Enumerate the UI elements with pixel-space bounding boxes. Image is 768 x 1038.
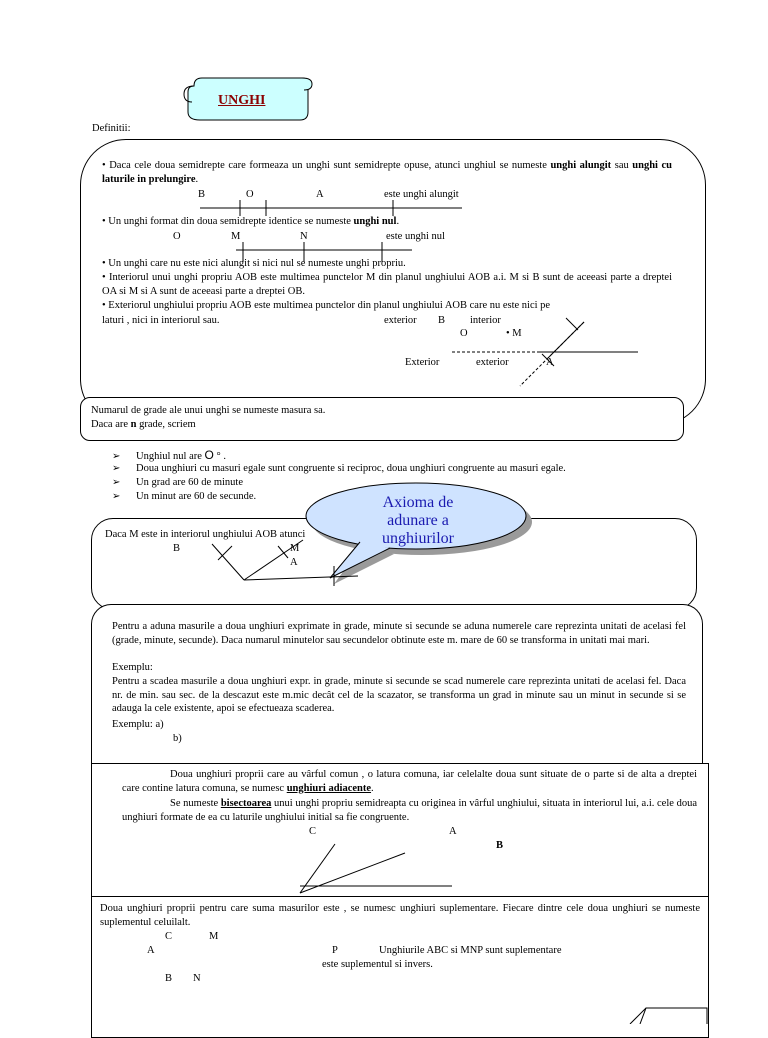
fig3-label-b: B: [438, 315, 446, 326]
fig3-ray-solid: [548, 322, 584, 358]
fig3-label-exterior1: exterior: [384, 315, 417, 326]
adjacent-label-c: C: [309, 826, 317, 837]
fig3-label-exterior2: Exterior: [405, 357, 440, 368]
operations-example1: Exemplu:: [112, 662, 153, 673]
definitions-label: Definitii:: [92, 123, 131, 134]
supp-caption2: este suplementul si invers.: [322, 959, 433, 970]
fig1-caption: este unghi alungit: [384, 189, 459, 200]
def-alungit-term3: unghi cu laturile in prelungire: [102, 160, 673, 185]
fig3-label-m: • M: [506, 328, 522, 339]
axiom-label-b: B: [173, 543, 181, 554]
page-title: UNGHI: [218, 93, 266, 108]
def-propriu: • Un unghi care nu este nici alungit si nici nul se numeste unghi propriu.: [102, 258, 406, 269]
fig3-label-o: O: [460, 328, 468, 339]
adjacent-p2-text: Se numeste: [170, 798, 221, 809]
operations-example2: Exemplu: a): [112, 719, 164, 730]
supp-label-m: M: [209, 931, 219, 942]
axiom-text: Daca M este in interiorul unghiului AOB atunci: [105, 529, 306, 540]
supp-label-c: C: [165, 931, 173, 942]
measure-line2-n: n: [130, 419, 137, 430]
list-item: ➢ Un minut are 60 de secunde.: [112, 491, 257, 502]
def-alungit-text: • Daca cele doua semidrepte care formeaza un unghi sunt semidrepte opuse, atunci unghiul se numeste: [102, 160, 551, 171]
def-nul-term: unghi nul: [353, 216, 397, 227]
axiom-label-a: A: [290, 557, 298, 568]
def-alungit-term1: unghi: [550, 160, 577, 171]
arrow-bullet-icon: ➢: [112, 463, 121, 474]
fig2-label-o: O: [173, 231, 181, 242]
adjacent-p1-text: Doua unghiuri proprii care au vârful comun , o latura comuna, iar celelalte doua sunt situate de o parte si de alta a dreptei care contine latura comuna, se numesc: [122, 769, 697, 794]
fig3-label-interior: interior: [470, 315, 501, 326]
adjacent-label-a: A: [449, 826, 457, 837]
adjacent-p2-rest: unui unghi propriu semidreapta cu originea in vârful unghiului, situata in interiorul lui, a.i. cele doua unghiuri formate de ea cu laturile unghiului initial sa fie congruente.: [122, 798, 697, 823]
fig1-label-b: B: [198, 189, 206, 200]
arrow-bullet-icon: ➢: [112, 491, 121, 502]
list-item: ➢ Unghiul nul are O ° .: [112, 448, 226, 462]
supp-label-n: N: [193, 973, 201, 984]
def-exterior-line1: • Exteriorul unghiului propriu AOB este multimea punctelor din planul unghiului AOB care nu este nici pe: [102, 300, 551, 311]
adjacent-label-b: B: [496, 840, 504, 851]
fig3-label-exterior3: exterior: [476, 357, 509, 368]
folded-corner: [630, 1008, 707, 1024]
callout-line2: adunare a: [387, 512, 449, 529]
fig2-label-n: N: [300, 231, 308, 242]
operations-sub: Pentru a scadea masurile a doua unghiuri expr. in grade, minute si secunde se scad numerele care reprezinta unitati de acelasi fel. Daca nr. de min. sau sec. de la descazut este m.mic decât cel de la scazator, se transforma un grad in minute sau un minut in secunde si se adauga la cele existente, apoi se efectueaza scaderea.: [112, 676, 686, 714]
def-nul-text: • Un unghi format din doua semidrepte identice se numeste: [102, 216, 354, 227]
operations-example2b: b): [173, 733, 182, 744]
adjacent-p2-term: bisectoarea: [220, 798, 272, 809]
def-nul-end: .: [396, 216, 400, 227]
def-alungit-term2: alungit: [579, 160, 612, 171]
list-item: ➢ Doua unghiuri cu masuri egale sunt congruente si reciproc, doua unghiuri congruente au masuri egale.: [112, 463, 566, 474]
adjacent-p1-term: unghiuri adiacente: [286, 782, 372, 794]
supp-label-p: P: [332, 945, 338, 956]
def-exterior-line2: laturi , nici in interiorul sau.: [102, 315, 220, 326]
fig2-caption: este unghi nul: [386, 231, 445, 242]
def-alungit-end: .: [195, 173, 199, 185]
callout-line1: Axioma de: [382, 494, 454, 511]
def-alungit-mid: sau: [611, 160, 633, 171]
fig2-label-m: M: [231, 231, 241, 242]
axiom-label-m: M: [290, 543, 300, 554]
adjacent-p1-end: .: [371, 782, 374, 794]
fig1-label-o: O: [246, 189, 254, 200]
axiom-ray-om: [244, 540, 303, 580]
supplementary-text: Doua unghiuri proprii pentru care suma masurilor este , se numesc unghiuri suplementare. Fiecare dintre cele doua unghiuri se numeste suplementul celuilalt.: [100, 903, 700, 928]
axiom-ray-oa: [244, 576, 358, 580]
operations-add: Pentru a aduna masurile a doua unghiuri exprimate in grade, minute si secunde se aduna numerele care reprezinta unitati de acelasi fel (grade, minute, secunde). Daca numarul minutelor sau secundelor obtinute este m. mare de 60 se transforma in unitati mai mari.: [112, 621, 686, 646]
supp-caption1: Unghiurile ABC si MNP sunt suplementare: [379, 945, 562, 956]
fig1-label-a: A: [316, 189, 324, 200]
measure-line2-post: grade, scriem: [136, 419, 196, 430]
arrow-bullet-icon: ➢: [112, 477, 121, 488]
supp-label-b: B: [165, 973, 173, 984]
supp-label-a: A: [147, 945, 155, 956]
fig3-tick1: [566, 318, 578, 330]
measure-line1: Numarul de grade ale unui unghi se numeste masura sa.: [91, 405, 326, 416]
callout-line3: unghiurilor: [382, 530, 454, 547]
measure-line2-pre: Daca are: [91, 419, 131, 430]
fig3-tick2: [542, 354, 554, 366]
list-item: ➢ Un grad are 60 de minute: [112, 477, 244, 488]
def-interior: • Interiorul unui unghi propriu AOB este multimea punctelor M din planul unghiului AOB a.i. M si B sunt de aceeasi parte a dreptei OA si M si A sunt de aceeasi parte a dreptei OB.: [102, 272, 672, 297]
arrow-bullet-icon: ➢: [112, 451, 121, 462]
fig3-label-a: A: [546, 357, 554, 368]
bisector-ray-a: [300, 853, 405, 893]
